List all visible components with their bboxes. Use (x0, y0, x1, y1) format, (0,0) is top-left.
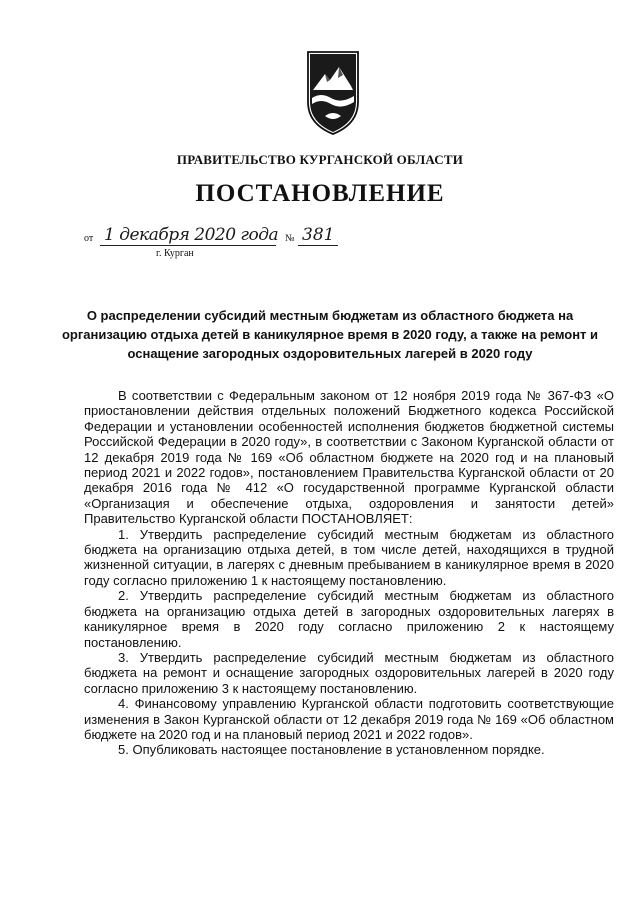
preamble-paragraph: В соответствии с Федеральным законом от 12 ноября 2019 года № 367-ФЗ «О приостановлении действия отдельных положений Бюджетного кодекса Российской Федерации и установлении особенностей исполнения бюджетов бюджетной системы Российской Федерации в 2020 году», в соответствии с Законом Курганской области от 12 декабря 2019 года № 169 «Об областном бюджете на 2020 год и на плановый период 2021 и 2022 годов», постановлением Правительства Курганской области от 20 декабря 2016 года № 412 «О государственной программе Курганской области «Организация и обеспечение отдыха, оздоровления и занятости детей» Правительство Курганской области ПОСТАНОВЛЯЕТ: (84, 388, 614, 527)
document-body (84, 388, 614, 758)
date-underline (100, 245, 276, 246)
number-label: № (285, 233, 295, 244)
city: г. Курган (156, 248, 194, 259)
document-title: ПОСТАНОВЛЕНИЕ (195, 180, 445, 207)
clause-paragraph: 5. Опубликовать настоящее постановление в установленном порядке. (118, 742, 545, 758)
dateline (84, 225, 344, 259)
handwritten-date: 1 декабря 2020 года (104, 225, 279, 245)
number-underline (298, 245, 338, 246)
handwritten-number: 381 (302, 225, 335, 245)
clause-paragraph: 4. Финансовому управлению Курганской области подготовить соответствующие изменения в Закон Курганской области от 12 декабря 2019 года № 169 «Об областном бюджете на 2020 год и на плановый период 2021 и 2022 годов». (84, 696, 614, 742)
government-name: ПРАВИТЕЛЬСТВО КУРГАНСКОЙ ОБЛАСТИ (176, 152, 464, 167)
clause-paragraph: 2. Утвердить распределение субсидий местным бюджетам из областного бюджета на организацию отдыха детей в загородных оздоровительных лагерях в каникулярное время в 2020 году согласно приложению 2 к настоящему постановлению. (84, 588, 614, 650)
document-heading: О распределении субсидий местным бюджетам из областного бюджета на организацию отдыха детей в каникулярное время в 2020 году, а также на ремонт и оснащение загородных оздоровительных лагерей в 2020 году (61, 308, 599, 361)
clause-paragraph: 3. Утвердить распределение субсидий местным бюджетам из областного бюджета на ремонт и оснащение загородных оздоровительных лагерей в 2020 году согласно приложению 3 к настоящему постановлению. (84, 649, 614, 696)
clause-paragraph: 1. Утвердить распределение субсидий местным бюджетам из областного бюджета на организацию отдыха детей, в том числе детей, находящихся в трудной жизненной ситуации, в лагерях с дневным пребыванием в каникулярное время в 2020 году согласно приложению 1 к настоящему постановлению. (84, 526, 614, 588)
date-from-label: от (84, 233, 94, 244)
coat-of-arms-icon (305, 50, 361, 136)
